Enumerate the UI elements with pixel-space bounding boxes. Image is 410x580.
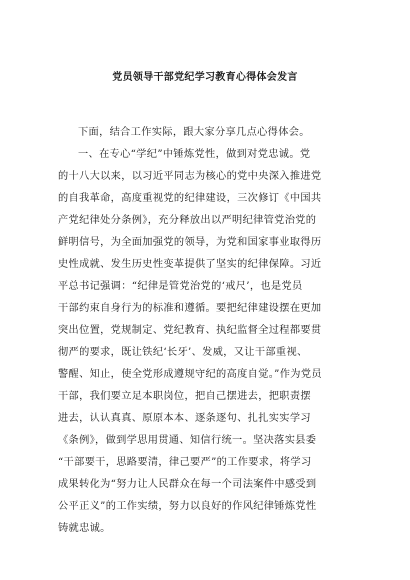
document-title: 党员领导干部党纪学习教育心得体会发言 <box>112 72 298 83</box>
paragraph-line: 鲜明信号，为全面加强党的领导，为党和国家事业取得历 <box>58 237 322 248</box>
paragraph-line: 铸就忠诚。 <box>58 523 111 534</box>
paragraph-line: 的自我革命，高度重视党的纪律建设，三次修订《中国共 <box>58 193 322 204</box>
paragraph-line: 成果转化为“努力让人民群众在每一个司法案件中感受到 <box>58 479 317 490</box>
paragraph-line: 彻严的要求，既让铁纪‘长牙’、发威，又让干部重视、 <box>58 347 308 358</box>
paragraph-line: 的十八大以来，以习近平同志为核心的党中央深入推进党 <box>58 171 322 182</box>
paragraph-line: 突出位置，党规制定、党纪教育、执纪监督全过程都要贯 <box>58 325 322 336</box>
paragraph-line: 《条例》，做到学思用贯通、知信行统一。坚决落实县委 <box>58 435 317 446</box>
paragraph-line: 一、在专心“学纪”中锤炼党性，做到对党忠诚。党 <box>78 149 311 160</box>
paragraph-line: 警醒、知止，使全党形成遵规守纪的高度自觉。”作为党员 <box>58 369 322 380</box>
paragraph-line: 进去，认认真真、原原本本、逐条逐句、扎扎实实学习 <box>58 413 311 424</box>
paragraph-line: 公平正义”的工作实绩，努力以良好的作风纪律锤炼党性 <box>58 501 317 512</box>
paragraph-line: 干部，我们要立足本职岗位，把自己摆进去，把职责摆 <box>58 391 311 402</box>
paragraph-line: 下面，结合工作实际，跟大家分享几点心得体会。 <box>78 127 310 138</box>
paragraph-line: 平总书记强调：“纪律是管党治党的‘戒尺’，也是党员 <box>58 281 303 292</box>
paragraph-line: 产党纪律处分条例》，充分释放出以严明纪律管党治党的 <box>58 215 317 226</box>
paragraph-line: 干部约束自身行为的标准和遵循。要把纪律建设摆在更加 <box>58 303 322 314</box>
document-body <box>58 122 358 540</box>
paragraph-line: “干部要干，思路要清，律己要严”的工作要求，将学习 <box>58 457 312 468</box>
paragraph-line: 史性成就、发生历史性变革提供了坚实的纪律保障。习近 <box>58 259 322 270</box>
